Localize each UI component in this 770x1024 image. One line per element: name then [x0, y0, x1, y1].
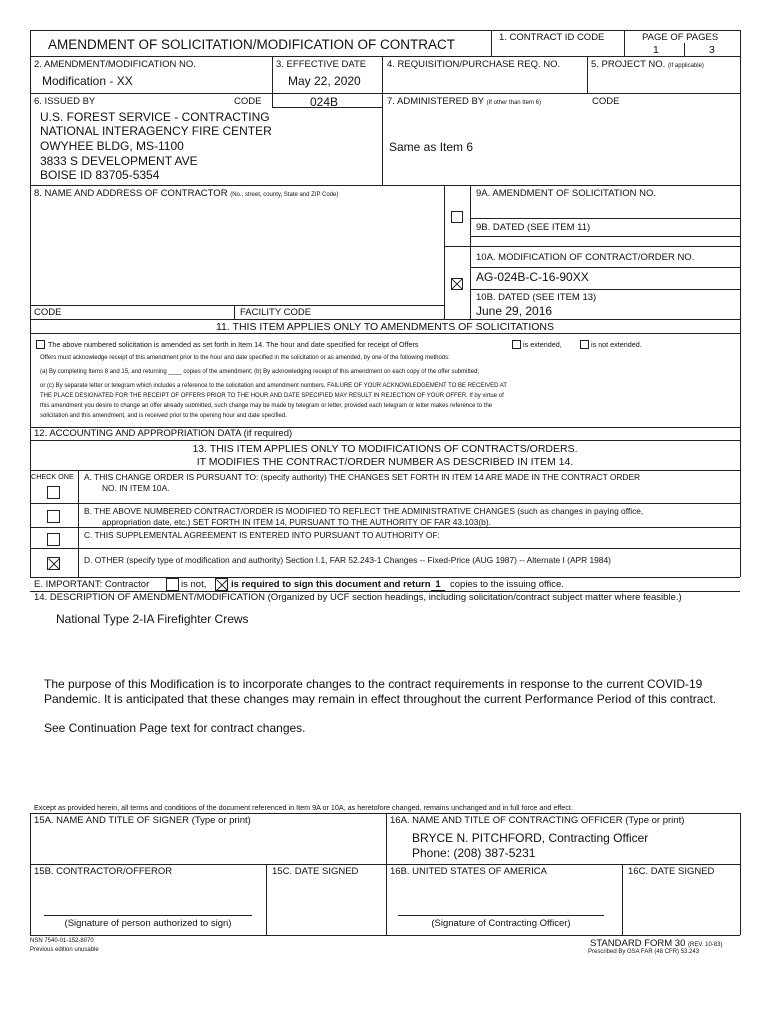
standard-form: STANDARD FORM 30 (REV. 10-83): [590, 938, 723, 949]
not-extended-label: is not extended.: [591, 340, 642, 349]
requisition-label: 4. REQUISITION/PURCHASE REQ. NO.: [387, 59, 561, 70]
administered-by-label: 7. ADMINISTERED BY (If other than Item 6): [387, 96, 541, 107]
officer-phone: Phone: (208) 387-5231: [412, 846, 536, 860]
officer-name: BRYCE N. PITCHFORD, Contracting Officer: [412, 831, 649, 845]
item11-line-4: or (c) By separate letter or telegram which includes a reference to the solicitation and amendment numbers. FAILURE OF YOUR ACKNOWLEDGEMENT TO BE RECEIVED AT: [40, 383, 507, 389]
purpose-line-2: Pandemic. It is anticipated that these changes may remain in effect throughout the current Performance Period of this contract.: [44, 692, 717, 706]
option-b-line-2: appropriation date, etc.) SET FORTH IN ITEM 14, PURSUANT TO THE AUTHORITY OF FAR 43.103(b).: [102, 517, 491, 527]
contractor-code-label: CODE: [34, 307, 62, 318]
issued-line-1: U.S. FOREST SERVICE - CONTRACTING: [40, 110, 270, 124]
nsn-number: NSN 7540-01-152-8070: [30, 938, 94, 944]
is-required-label: is required to sign this document and return: [231, 579, 431, 590]
signer-name-label: 15A. NAME AND TITLE OF SIGNER (Type or print): [34, 815, 251, 826]
project-no-label: 5. PROJECT NO. (If applicable): [591, 59, 704, 70]
administered-value: Same as Item 6: [389, 140, 474, 154]
amendment-no-label: 2. AMENDMENT/MODIFICATION NO.: [34, 59, 196, 70]
amendment-9a-label: 9A. AMENDMENT OF SOLICITATION NO.: [476, 188, 656, 199]
contractor-date-label: 15C. DATE SIGNED: [272, 866, 359, 877]
contractor-label: 8. NAME AND ADDRESS OF CONTRACTOR (No., street, county, State and ZIP Code): [34, 188, 339, 199]
option-c-line: C. THIS SUPPLEMENTAL AGREEMENT IS ENTERED INTO PURSUANT TO AUTHORITY OF:: [84, 530, 440, 540]
amendment-checkbox[interactable]: [451, 211, 463, 223]
contractor-offeror-label: 15B. CONTRACTOR/OFFEROR: [34, 866, 173, 877]
issued-code-value[interactable]: 024B: [310, 95, 339, 109]
item11-line-2: Offers must acknowledge receipt of this amendment prior to the hour and date specified in the solicitation or as amended, by one of the following methods:: [40, 355, 450, 361]
option-d-line: D. OTHER (specify type of modification and authority) Section I.1, FAR 52.243-1 Changes -- Fixed-Price (AUG 1987) -- Alternate I (APR 1984): [84, 555, 611, 565]
pages-label: PAGE OF PAGES: [642, 32, 719, 43]
not-extended-checkbox[interactable]: [580, 340, 589, 349]
item13-heading-1: 13. THIS ITEM APPLIES ONLY TO MODIFICATIONS OF CONTRACTS/ORDERS.: [192, 443, 578, 455]
extended-label: is extended,: [523, 340, 562, 349]
dated-10b-value[interactable]: June 29, 2016: [476, 304, 553, 318]
effective-date-value[interactable]: May 22, 2020: [288, 74, 361, 88]
issued-line-2: NATIONAL INTERAGENCY FIRE CENTER: [40, 124, 272, 138]
item11-line-3: (a) By completing Items 8 and 15, and returning ____ copies of the amendment; (b) By acknowledging receipt of this amendment on each copy of the offer submitted;: [40, 369, 480, 375]
extended-checkbox[interactable]: [512, 340, 521, 349]
contract-id-label: 1. CONTRACT ID CODE: [499, 32, 605, 43]
option-c-checkbox[interactable]: [47, 533, 60, 546]
purpose-line-1: The purpose of this Modification is to incorporate changes to the contract requirements in response to the current COVID-19: [44, 677, 703, 691]
officer-name-label: 16A. NAME AND TITLE OF CONTRACTING OFFICER (Type or print): [390, 815, 685, 826]
copies-suffix: copies to the issuing office.: [450, 579, 564, 590]
check-one-label: CHECK ONE: [31, 472, 74, 481]
item11-heading: 11. THIS ITEM APPLIES ONLY TO AMENDMENTS OF SOLICITATIONS: [215, 321, 555, 333]
prescribed-by: Prescribed By GSA FAR (48 CFR) 53.243: [588, 949, 700, 955]
page-number: 1: [653, 44, 659, 56]
description-label: 14. DESCRIPTION OF AMENDMENT/MODIFICATION (Organized by UCF section headings, including solicitation/contract subject matter where feasible.): [34, 592, 682, 603]
effective-date-label: 3. EFFECTIVE DATE: [276, 59, 367, 70]
description-title: National Type 2-IA Firefighter Crews: [56, 612, 249, 626]
issued-line-3: OWYHEE BLDG, MS-1100: [40, 139, 184, 153]
modification-10a-value[interactable]: AG-024B-C-16-90XX: [476, 270, 589, 284]
contractor-signature-line[interactable]: (Signature of person authorized to sign): [64, 918, 232, 929]
issued-by-label: 6. ISSUED BY: [34, 96, 96, 107]
dated-9b-label: 9B. DATED (SEE ITEM 11): [476, 222, 591, 233]
option-b-checkbox[interactable]: [47, 510, 60, 523]
option-a-line-1: A. THIS CHANGE ORDER IS PURSUANT TO: (specify authority) THE CHANGES SET FORTH IN ITEM 14 ARE MADE IN THE CONTRACT ORDER: [84, 472, 641, 482]
option-b-line-1: B. THE ABOVE NUMBERED CONTRACT/ORDER IS MODIFIED TO REFLECT THE ADMINISTRATIVE CHANGES (such as changes in paying office,: [84, 506, 644, 516]
officer-signature-line[interactable]: (Signature of Contracting Officer): [431, 918, 571, 929]
item11-line-5: THE PLACE DESIGNATED FOR THE RECEIPT OF OFFERS PRIOR TO THE HOUR AND DATE SPECIFIED MAY RESULT IN REJECTION OF YOUR OFFER. If by virtue of: [40, 393, 504, 399]
option-a-checkbox[interactable]: [47, 486, 60, 499]
usa-label: 16B. UNITED STATES OF AMERICA: [390, 866, 547, 877]
is-not-label: is not,: [181, 579, 207, 590]
is-required-checkbox[interactable]: [215, 578, 228, 591]
important-prefix: E. IMPORTANT: Contractor: [34, 579, 150, 590]
option-d-checkbox[interactable]: [47, 557, 60, 570]
item11-line-7: solicitation and this amendment, and is received prior to the opening hour and date specified.: [40, 413, 287, 419]
option-a-line-2: NO. IN ITEM 10A.: [102, 483, 170, 493]
form-title: AMENDMENT OF SOLICITATION/MODIFICATION OF CONTRACT: [48, 37, 455, 52]
facility-code-label: FACILITY CODE: [240, 307, 312, 318]
item11-line-1: The above numbered solicitation is amended as set forth in Item 14. The hour and date specified for receipt of Offers: [48, 340, 419, 349]
item13-heading-2: IT MODIFIES THE CONTRACT/ORDER NUMBER AS DESCRIBED IN ITEM 14.: [196, 456, 574, 468]
copies-count[interactable]: 1: [431, 579, 445, 591]
previous-edition: Previous edition unusable: [30, 947, 99, 953]
modification-checkbox[interactable]: [451, 278, 463, 290]
total-pages: 3: [709, 44, 715, 56]
modification-10a-label: 10A. MODIFICATION OF CONTRACT/ORDER NO.: [476, 252, 695, 263]
continuation-note: See Continuation Page text for contract changes.: [44, 721, 306, 735]
except-statement: Except as provided herein, all terms and conditions of the document referenced in Item 9A or 10A, as heretofore changed, remains unchanged and in full force and effect.: [34, 803, 573, 812]
dated-10b-label: 10B. DATED (SEE ITEM 13): [476, 292, 597, 303]
amendment-no-value[interactable]: Modification - XX: [42, 74, 133, 88]
administered-code-label: CODE: [592, 96, 620, 107]
issued-code-label: CODE: [234, 96, 262, 107]
issued-line-4: 3833 S DEVELOPMENT AVE: [40, 154, 198, 168]
offers-notice-checkbox[interactable]: [36, 340, 45, 349]
item11-line-6: this amendment you desire to change an offer already submitted, such change may be made by telegram or letter, provided each telegram or letter makes reference to the: [40, 403, 493, 409]
accounting-label: 12. ACCOUNTING AND APPROPRIATION DATA (if required): [34, 428, 293, 439]
officer-date-label: 16C. DATE SIGNED: [628, 866, 715, 877]
is-not-checkbox[interactable]: [166, 578, 179, 591]
issued-line-5: BOISE ID 83705-5354: [40, 168, 160, 182]
